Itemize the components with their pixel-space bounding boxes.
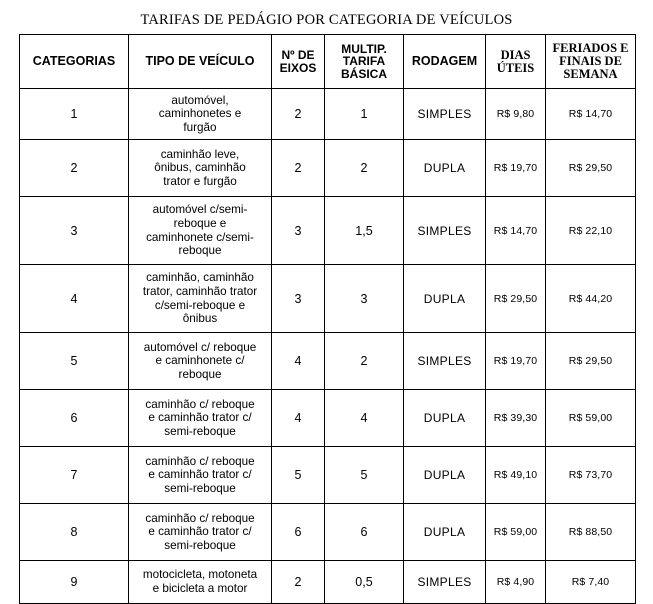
cell-tipo-de-veiculo-line: caminhão c/ reboque (145, 511, 255, 525)
cell-tipo-de-veiculo-line: e caminhão trator c/ (148, 525, 252, 539)
cell-categoria: 8 (20, 504, 129, 561)
cell-categoria: 5 (20, 333, 129, 390)
cell-dias-uteis: R$ 29,50 (486, 265, 546, 333)
cell-tipo-de-veiculo (129, 390, 272, 447)
cell-tipo-de-veiculo-line: e bicicleta a motor (152, 582, 248, 595)
cell-dias-uteis: R$ 19,70 (486, 140, 546, 197)
cell-multiplicador: 3 (325, 265, 404, 333)
cell-multiplicador: 5 (325, 447, 404, 504)
cell-tipo-de-veiculo-line: e caminhonete c/ (155, 354, 245, 368)
column-header-tipo-de-veiculo-label: TIPO DE VEÍCULO (145, 54, 255, 68)
cell-tipo-de-veiculo-line: c/semi-reboque e (154, 298, 246, 312)
column-header-dias-line2: ÚTEIS (496, 60, 535, 75)
cell-categoria: 4 (20, 265, 129, 333)
table-header-row (20, 35, 636, 89)
cell-rodagem: SIMPLES (404, 89, 486, 140)
cell-feriados-finais-semana: R$ 14,70 (546, 89, 636, 140)
cell-tipo-de-veiculo-line: trator, caminhão trator (142, 284, 258, 298)
page-title: TARIFAS DE PEDÁGIO POR CATEGORIA DE VEÍCULOS (140, 12, 513, 28)
table-header (20, 35, 636, 89)
table-row (20, 447, 636, 504)
cell-dias-uteis: R$ 19,70 (486, 333, 546, 390)
cell-numero-de-eixos: 3 (272, 265, 325, 333)
cell-rodagem: DUPLA (404, 390, 486, 447)
cell-multiplicador: 2 (325, 333, 404, 390)
table-row (20, 504, 636, 561)
cell-tipo-de-veiculo (129, 140, 272, 197)
cell-rodagem: DUPLA (404, 504, 486, 561)
column-header-eixos-line1: Nº DE (281, 48, 315, 62)
cell-tipo-de-veiculo-line: caminhão leve, (160, 147, 240, 161)
cell-tipo-de-veiculo-line: caminhonetes e (158, 107, 242, 121)
cell-dias-uteis: R$ 14,70 (486, 197, 546, 265)
cell-tipo-de-veiculo-line: caminhão c/ reboque (145, 454, 255, 468)
cell-tipo-de-veiculo (129, 197, 272, 265)
cell-tipo-de-veiculo-line: reboque (178, 244, 222, 258)
table-body (20, 89, 636, 604)
cell-tipo-de-veiculo-line: semi-reboque (164, 481, 236, 495)
table-row (20, 265, 636, 333)
table-row (20, 89, 636, 140)
cell-multiplicador: 6 (325, 504, 404, 561)
column-header-feriados-finais-de-semana (546, 35, 636, 89)
cell-feriados-finais-semana: R$ 59,00 (546, 390, 636, 447)
cell-dias-uteis: R$ 59,00 (486, 504, 546, 561)
cell-tipo-de-veiculo-line: reboque e (173, 216, 227, 230)
cell-rodagem: DUPLA (404, 140, 486, 197)
table-row (20, 390, 636, 447)
cell-numero-de-eixos: 4 (272, 390, 325, 447)
cell-multiplicador: 0,5 (325, 561, 404, 604)
cell-rodagem: SIMPLES (404, 197, 486, 265)
cell-feriados-finais-semana: R$ 73,70 (546, 447, 636, 504)
cell-feriados-finais-semana: R$ 22,10 (546, 197, 636, 265)
cell-tipo-de-veiculo (129, 504, 272, 561)
cell-tipo-de-veiculo-line: caminhonete c/semi- (146, 230, 254, 244)
cell-tipo-de-veiculo-line: automóvel, (171, 93, 229, 107)
cell-rodagem: DUPLA (404, 265, 486, 333)
cell-tipo-de-veiculo-line: reboque (178, 367, 222, 381)
toll-fare-table (19, 34, 636, 604)
column-header-categorias (20, 35, 129, 89)
table-row (20, 140, 636, 197)
cell-tipo-de-veiculo-line: e caminhão trator c/ (148, 468, 252, 482)
cell-feriados-finais-semana: R$ 44,20 (546, 265, 636, 333)
column-header-feriados-line3: SEMANA (563, 67, 618, 81)
cell-tipo-de-veiculo-line: ônibus, caminhão (154, 161, 246, 175)
cell-tipo-de-veiculo-line: automóvel c/semi- (152, 203, 248, 217)
cell-feriados-finais-semana: R$ 29,50 (546, 140, 636, 197)
cell-dias-uteis: R$ 4,90 (486, 561, 546, 604)
cell-numero-de-eixos: 4 (272, 333, 325, 390)
column-header-feriados-line1: FERIADOS E (552, 41, 629, 55)
cell-rodagem: SIMPLES (404, 561, 486, 604)
cell-dias-uteis: R$ 9,80 (486, 89, 546, 140)
cell-tipo-de-veiculo-line: motocicleta, motoneta (142, 568, 258, 582)
cell-tipo-de-veiculo-line: e caminhão trator c/ (148, 411, 252, 425)
cell-categoria: 1 (20, 89, 129, 140)
cell-dias-uteis: R$ 39,30 (486, 390, 546, 447)
cell-tipo-de-veiculo (129, 447, 272, 504)
cell-tipo-de-veiculo-line: trator e furgão (163, 174, 237, 188)
cell-categoria: 6 (20, 390, 129, 447)
cell-tipo-de-veiculo-line: caminhão, caminhão (146, 271, 254, 285)
cell-rodagem: DUPLA (404, 447, 486, 504)
cell-rodagem: SIMPLES (404, 333, 486, 390)
cell-multiplicador: 1,5 (325, 197, 404, 265)
cell-tipo-de-veiculo-line: furgão (183, 120, 217, 134)
column-header-multip-line1: MULTIP. (341, 41, 387, 56)
cell-tipo-de-veiculo-line: semi-reboque (164, 424, 236, 438)
cell-numero-de-eixos: 3 (272, 197, 325, 265)
cell-tipo-de-veiculo-line: automóvel c/ reboque (143, 340, 257, 354)
cell-numero-de-eixos: 6 (272, 504, 325, 561)
cell-feriados-finais-semana: R$ 88,50 (546, 504, 636, 561)
toll-fare-table-container (19, 34, 635, 604)
cell-tipo-de-veiculo-line: semi-reboque (164, 538, 236, 552)
cell-dias-uteis: R$ 49,10 (486, 447, 546, 504)
table-row (20, 561, 636, 604)
cell-tipo-de-veiculo-line: caminhão c/ reboque (145, 397, 255, 411)
table-row (20, 333, 636, 390)
cell-multiplicador: 2 (325, 140, 404, 197)
column-header-rodagem (404, 35, 486, 89)
cell-categoria: 7 (20, 447, 129, 504)
cell-tipo-de-veiculo-line: ônibus (182, 312, 218, 326)
cell-feriados-finais-semana: R$ 7,40 (546, 561, 636, 604)
cell-feriados-finais-semana: R$ 29,50 (546, 333, 636, 390)
column-header-dias-uteis (486, 35, 546, 89)
column-header-feriados-line2: FINAIS DE (559, 54, 622, 68)
column-header-eixos-line2: EIXOS (279, 60, 317, 75)
cell-tipo-de-veiculo (129, 265, 272, 333)
cell-categoria: 2 (20, 140, 129, 197)
column-header-categorias-label: CATEGORIAS (32, 54, 116, 68)
column-header-multip-line2: TARIFA (342, 54, 386, 69)
column-header-tipo-de-veiculo (129, 35, 272, 89)
table-row (20, 197, 636, 265)
cell-categoria: 3 (20, 197, 129, 265)
cell-numero-de-eixos: 2 (272, 140, 325, 197)
cell-tipo-de-veiculo (129, 333, 272, 390)
cell-categoria: 9 (20, 561, 129, 604)
cell-tipo-de-veiculo (129, 89, 272, 140)
cell-numero-de-eixos: 2 (272, 561, 325, 604)
cell-multiplicador: 4 (325, 390, 404, 447)
cell-numero-de-eixos: 5 (272, 447, 325, 504)
cell-multiplicador: 1 (325, 89, 404, 140)
cell-tipo-de-veiculo (129, 561, 272, 604)
column-header-multiplicador-tarifa-basica (325, 35, 404, 89)
column-header-rodagem-label: RODAGEM (411, 54, 478, 68)
column-header-dias-line1: DIAS (500, 47, 531, 62)
column-header-multip-line3: BÁSICA (340, 66, 387, 81)
cell-numero-de-eixos: 2 (272, 89, 325, 140)
column-header-numero-de-eixos (272, 35, 325, 89)
